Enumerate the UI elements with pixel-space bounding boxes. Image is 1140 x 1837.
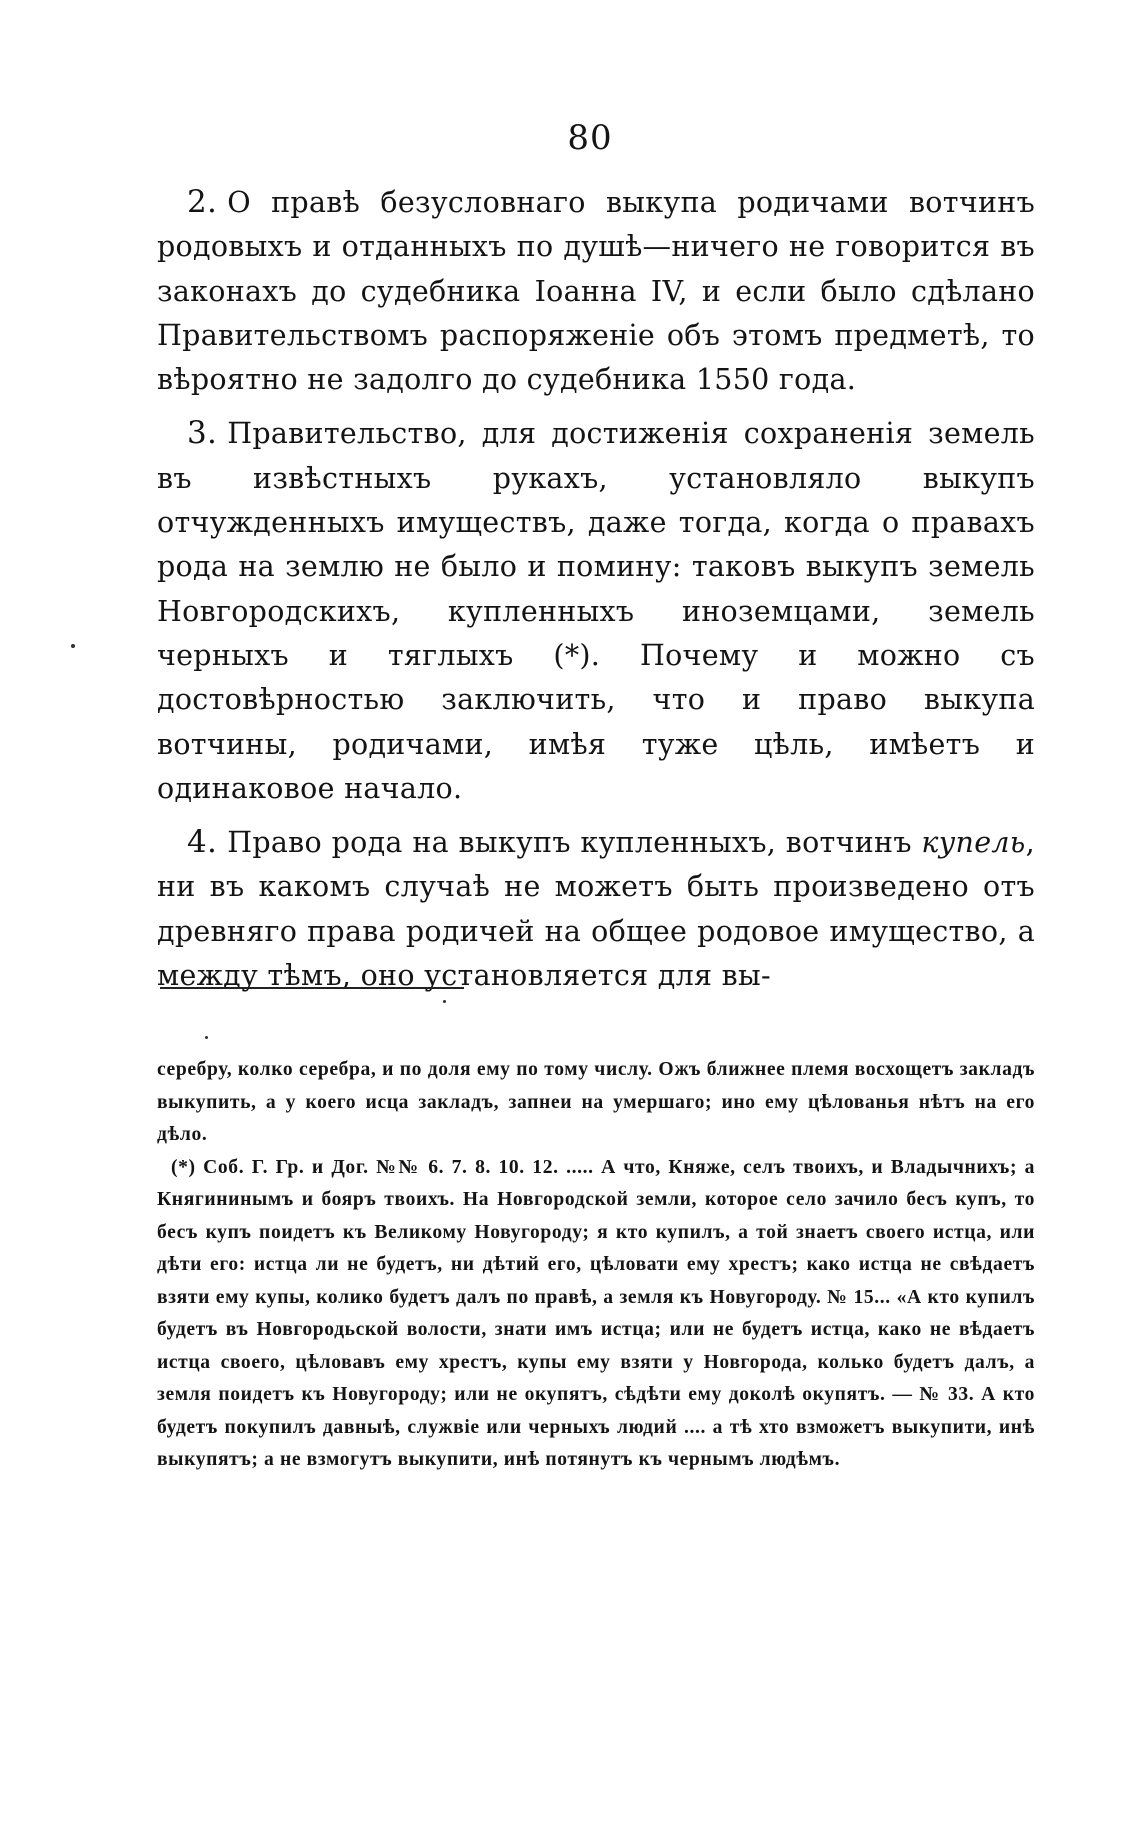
paragraph-text: Правительство, для достиженія сохраненія земель въ извѣстныхъ рукахъ, установляло выкупъ отчужденныхъ имуществъ, даже тогда, когда о правахъ рода на землю не было и помину: таковъ выкупъ земель Новгородскихъ, купленныхъ иноземцами, земель черныхъ и тяглыхъ (*). Почему и можно съ достовѣрностью заключить, что и право выкупа вотчины, родичами, имѣя туже цѣль, имѣетъ и одинаковое начало. <box>157 417 1035 805</box>
page-number: 80 <box>567 118 613 158</box>
paragraph-number: 2. <box>187 184 218 220</box>
footnote-star: (*) Соб. Г. Гр. и Дог. №№ 6. 7. 8. 10. 12. ..... А что, Княже, селъ твоихъ, и Владычнихъ; а Княгининымъ и бояръ твоихъ. На Новгородской земли, которое село зачило бесъ купъ, то бесъ купъ поидетъ къ Великому Новугороду; я кто купилъ, а той знаетъ своего истца, или дѣти его: истца ли не будетъ, ни дѣтий его, цѣловати ему хрестъ; како истца не свѣдаетъ взяти ему купы, колико будетъ далъ по правѣ, а земля къ Новугороду. № 15... «А кто купилъ будетъ въ Новгородьской волости, знати имъ истца; или не будетъ истца, како не вѣдаетъ истца своего, цѣловавъ ему хрестъ, купы ему взяти у Новгорода, колько будетъ далъ, а земля поидетъ къ Новугороду; или не окупятъ, сѣдѣти ему доколѣ окупятъ. — № 33. А кто будетъ покупилъ давныѣ, служвіе или черныхъ людий .... а тѣ хто взможетъ выкупити, инѣ выкупятъ; а не взмогутъ выкупити, инѣ потянутъ къ чернымъ людѣмъ. <box>157 1156 1035 1470</box>
footnote-separator <box>160 987 464 989</box>
footnotes <box>157 1054 1035 1477</box>
paragraph-number: 4. <box>187 824 218 861</box>
paragraph-number: 3. <box>187 415 218 452</box>
paragraph-text: Право рода на выкупъ купленныхъ, вотчинъ <box>227 826 912 860</box>
footnote-continued: серебру, колко серебра, и по доля ему по тому числу. Ожъ ближнее племя восхощетъ закладъ выкупить, а у коего исца закладъ, запнеи на умершаго; ино ему цѣлованья нѣтъ на его дѣло. <box>157 1059 1035 1145</box>
italic-term: купель <box>921 826 1026 860</box>
stray-dot <box>71 644 75 648</box>
stray-dot <box>205 1036 208 1039</box>
paragraph-2 <box>157 180 1035 402</box>
main-text <box>157 180 1035 1007</box>
stray-dot <box>443 1000 446 1003</box>
paragraph-4 <box>157 820 1035 998</box>
paragraph-text: О правѣ безусловнаго выкупа родичами вотчинъ родовыхъ и отданныхъ по душѣ—ничего не говорится въ законахъ до судебника Іоанна IV, и если было сдѣлано Правительствомъ распоряженіе объ этомъ предметѣ, то вѣроятно не задолго до судебника 1550 года. <box>157 186 1035 397</box>
paragraph-3 <box>157 411 1035 811</box>
paragraph-text-continued: , ни въ какомъ случаѣ не можетъ быть произведено отъ древняго права родичей на общее родовое имущество, а между тѣмъ, оно установляется для вы- <box>157 826 1035 993</box>
